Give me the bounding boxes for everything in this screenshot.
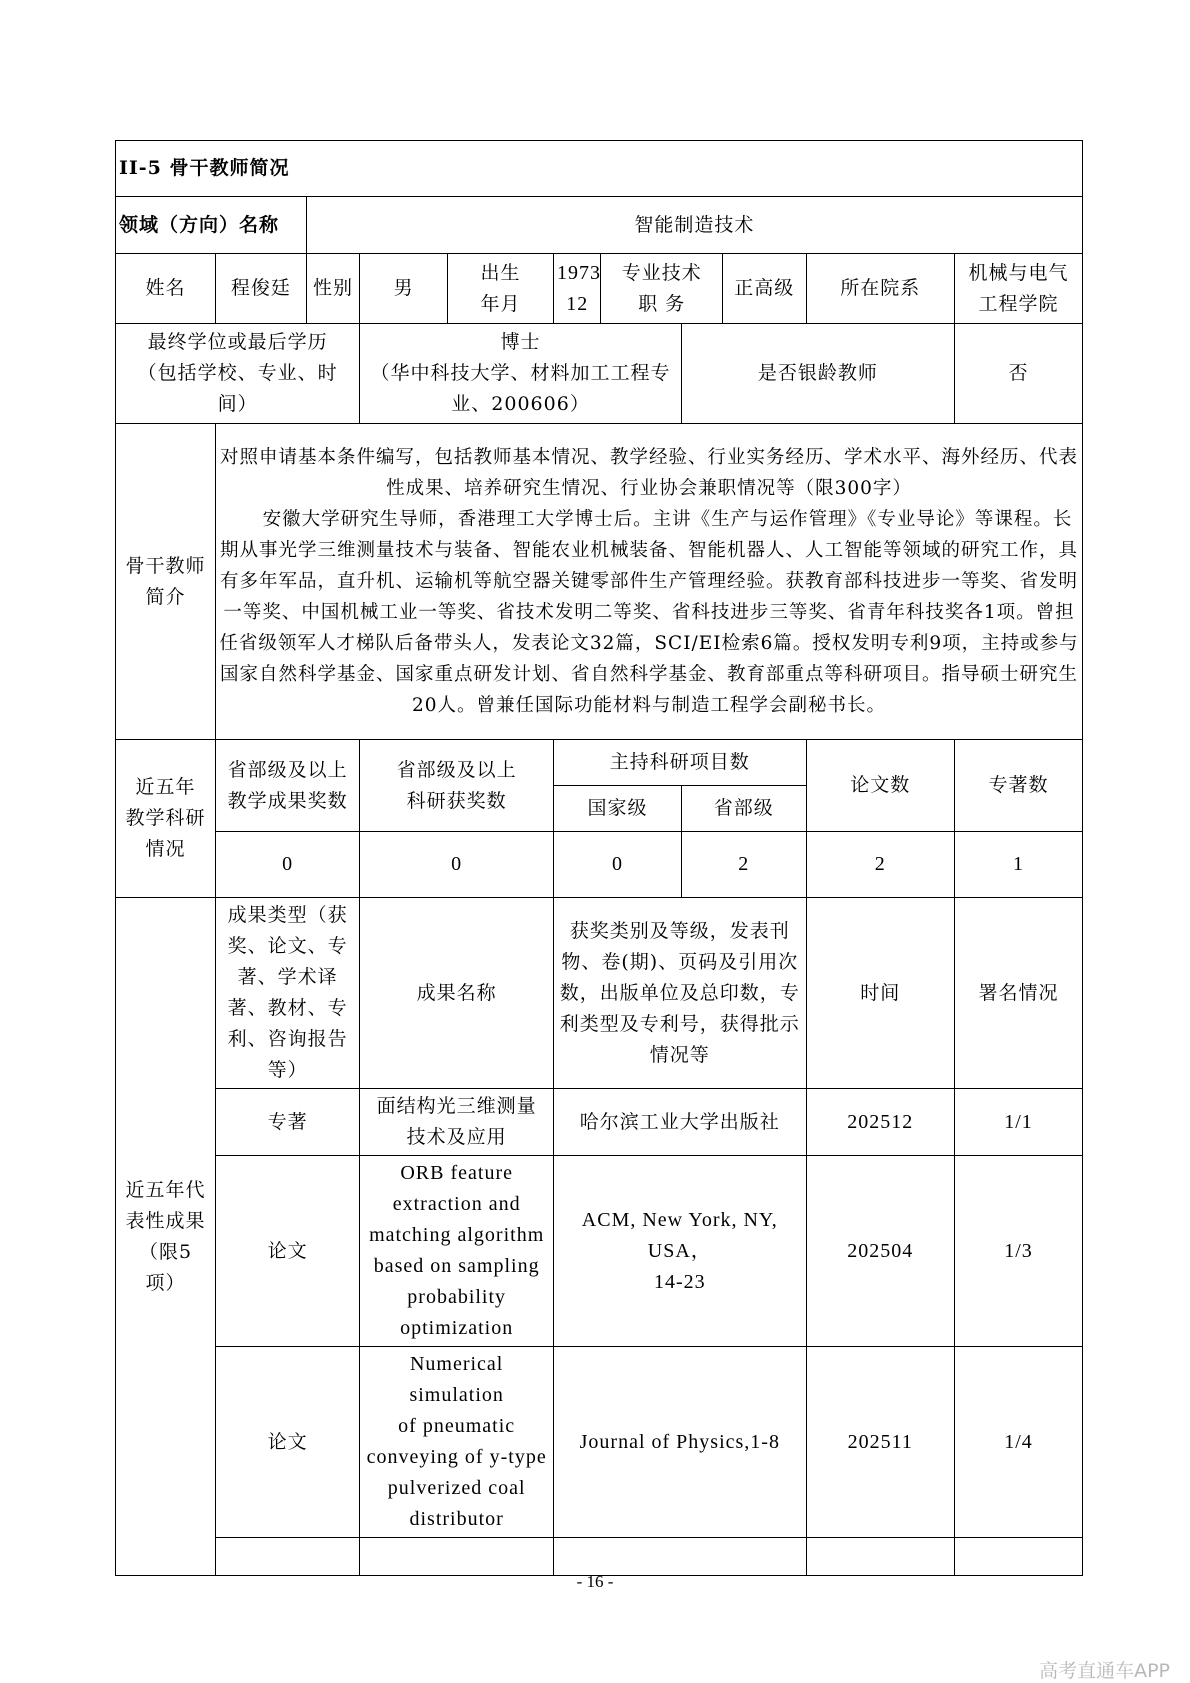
- birth-value: 1973 12: [554, 254, 601, 324]
- intro-content: [215, 424, 1082, 740]
- name-value: 程俊廷: [215, 254, 306, 324]
- page-number: - 16 -: [576, 1572, 614, 1591]
- intro-instruction: 对照申请基本条件编写，包括教师基本情况、教学经验、行业实务经历、学术水平、海外经历、代表性成果、培养研究生情况、行业协会兼职情况等（限300字）: [219, 447, 1078, 499]
- intro-label: 骨干教师 简介: [116, 424, 216, 740]
- silver-teacher-value: 否: [954, 324, 1082, 424]
- achievement-time: 202504: [806, 1156, 954, 1347]
- watermark: 高考直通车APP: [1039, 1660, 1170, 1682]
- monographs-value: 1: [954, 832, 1082, 898]
- projects-header: 主持科研项目数: [554, 740, 807, 786]
- achievement-signature: 1/1: [954, 1089, 1082, 1156]
- achievement-signature: 1/3: [954, 1156, 1082, 1347]
- empty-cell: [806, 1538, 954, 1576]
- achievement-row-empty: [116, 1538, 1083, 1576]
- dept-label: 所在院系: [806, 254, 954, 324]
- field-row: [116, 197, 1083, 254]
- achievement-time: 202511: [806, 1347, 954, 1538]
- teaching-awards-value: 0: [215, 832, 359, 898]
- dept-value: 机械与电气 工程学院: [954, 254, 1082, 324]
- field-label: 领域（方向）名称: [116, 197, 307, 254]
- achievements-section-label: 近五年代 表性成果 （限5 项）: [116, 898, 216, 1576]
- achievement-signature: 1/4: [954, 1347, 1082, 1538]
- silver-teacher-label: 是否银龄教师: [681, 324, 954, 424]
- achievement-row: [116, 1156, 1083, 1347]
- achievement-time-header: 时间: [806, 898, 954, 1089]
- research-awards-value: 0: [360, 832, 554, 898]
- birth-label: 出生 年月: [447, 254, 553, 324]
- achievement-name: 面结构光三维测量 技术及应用: [360, 1089, 554, 1156]
- teacher-profile-form: [115, 140, 1083, 1576]
- papers-header: 论文数: [806, 740, 954, 832]
- degree-row: [116, 324, 1083, 424]
- field-value: 智能制造技术: [306, 197, 1082, 254]
- achievement-type: 论文: [215, 1156, 359, 1347]
- achievement-type: 论文: [215, 1347, 359, 1538]
- gender-label: 性别: [306, 254, 360, 324]
- achievement-time: 202512: [806, 1089, 954, 1156]
- empty-cell: [360, 1538, 554, 1576]
- section-title: II-5 骨干教师简况: [116, 141, 1083, 197]
- degree-label: 最终学位或最后学历 （包括学校、专业、时 间）: [116, 324, 360, 424]
- name-label: 姓名: [116, 254, 216, 324]
- basic-info-row: [116, 254, 1083, 324]
- national-projects-value: 0: [554, 832, 682, 898]
- achievement-detail: Journal of Physics,1-8: [554, 1347, 807, 1538]
- monographs-header: 专著数: [954, 740, 1082, 832]
- title-label: 专业技术 职 务: [601, 254, 723, 324]
- empty-cell: [215, 1538, 359, 1576]
- achievement-row: [116, 1347, 1083, 1538]
- teaching-awards-header: 省部级及以上 教学成果奖数: [215, 740, 359, 832]
- national-header: 国家级: [554, 786, 682, 832]
- title-value: 正高级: [723, 254, 806, 324]
- papers-value: 2: [806, 832, 954, 898]
- research-values-row: [116, 832, 1083, 898]
- provincial-header: 省部级: [681, 786, 806, 832]
- provincial-projects-value: 2: [681, 832, 806, 898]
- research-header-row: [116, 740, 1083, 786]
- achievement-detail-header: 获奖类别及等级，发表刊 物、卷(期)、页码及引用次 数，出版单位及总印数，专 利类型及专利号，获得批示 情况等: [554, 898, 807, 1089]
- achievement-row: [116, 1089, 1083, 1156]
- achievement-detail: ACM, New York, NY, USA， 14-23: [554, 1156, 807, 1347]
- research-section-label: 近五年 教学科研 情况: [116, 740, 216, 898]
- achievement-name-header: 成果名称: [360, 898, 554, 1089]
- degree-value: 博士 （华中科技大学、材料加工工程专 业、200606）: [360, 324, 682, 424]
- empty-cell: [954, 1538, 1082, 1576]
- achievement-type: 专著: [215, 1089, 359, 1156]
- gender-value: 男: [360, 254, 448, 324]
- achievement-name: ORB feature extraction and matching algorithm based on sampling probability optimization: [360, 1156, 554, 1347]
- achievements-header-row: [116, 898, 1083, 1089]
- achievement-detail: 哈尔滨工业大学出版社: [554, 1089, 807, 1156]
- empty-cell: [554, 1538, 807, 1576]
- research-awards-header: 省部级及以上 科研获奖数: [360, 740, 554, 832]
- achievement-type-header: 成果类型（获 奖、论文、专 著、学术译 著、教材、专 利、咨询报告 等）: [215, 898, 359, 1089]
- section-title-row: [116, 141, 1083, 197]
- intro-text: 安徽大学研究生导师，香港理工大学博士后。主讲《生产与运作管理》《专业导论》等课程。长期从事光学三维测量技术与装备、智能农业机械装备、智能机器人、人工智能等领域的研究工作，具有多年军品，直升机、运输机等航空器关键零部件生产管理经验。获教育部科技进步一等奖、省发明一等奖、中国机械工业一等奖、省技术发明二等奖、省科技进步三等奖、省青年科技奖各1项。曾担任省级领军人才梯队后备带头人，发表论文32篇，SCI/EI检索6篇。授权发明专利9项，主持或参与国家自然科学基金、国家重点研发计划、省自然科学基金、教育部重点等科研项目。指导硕士研究生20人。曾兼任国际功能材料与制造工程学会副秘书长。: [219, 509, 1079, 716]
- achievement-name: Numerical simulation of pneumatic conveying of y-type pulverized coal distributor: [360, 1347, 554, 1538]
- intro-row: [116, 424, 1083, 740]
- achievement-signature-header: 署名情况: [954, 898, 1082, 1089]
